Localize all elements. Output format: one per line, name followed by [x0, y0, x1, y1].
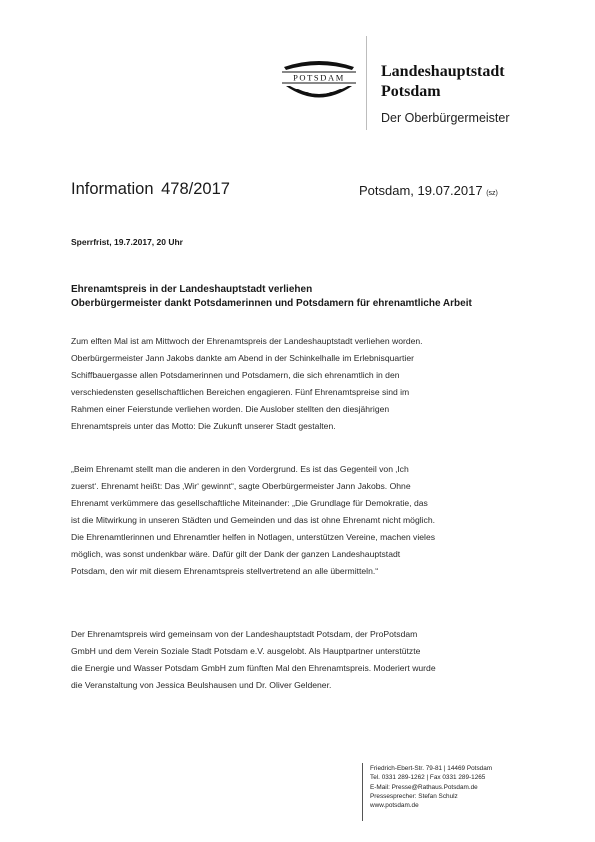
text-line: Schiffbauergasse allen Potsdamerinnen und Potsdamern, die sich ehrenamtlich in den: [71, 370, 400, 380]
footer-address: Friedrich-Ebert-Str. 79-81 | 14469 Potsdam: [370, 765, 493, 772]
text-line: Oberbürgermeister Jann Jakobs dankte am Abend in der Schinkelhalle im Erlebnisquartier: [71, 353, 414, 363]
text-line: Die Ehrenamtlerinnen und Ehrenamtler helfen in Notlagen, unterstützen Vereine, machen vieles: [71, 532, 436, 542]
text-line: die Energie und Wasser Potsdam GmbH zum fünften Mal den Ehrenamtspreis. Moderiert wurde: [71, 663, 436, 673]
place-date: [359, 183, 498, 198]
text-line: Ehrenamt verkümmere das gesellschaftliche Miteinander: „Die Grundlage für Demokratie, das: [71, 498, 428, 508]
potsdam-logo: [278, 57, 360, 107]
text-line: Potsdam, den wir mit diesem Ehrenamtspreis stellvertretend an alle übermitteln.“: [71, 566, 379, 576]
footer-phone-fax: Tel. 0331 289-1262 | Fax 0331 289-1265: [370, 774, 486, 782]
headline: Ehrenamtspreis in der Landeshauptstadt verliehen: [71, 284, 313, 295]
paragraph-2: [71, 461, 526, 580]
footer-email[interactable]: E-Mail: Presse@Rathaus.Potsdam.de: [370, 783, 478, 791]
org-subtitle: Der Oberbürgermeister: [381, 111, 510, 125]
text-line: die Veranstaltung von Jessica Beulshausen und Dr. Oliver Geldener.: [71, 680, 332, 690]
org-name-line2: Potsdam: [381, 83, 441, 100]
text-line: Rahmen einer Feierstunde verliehen worden. Die Auslober stellten den diesjährigen: [71, 404, 390, 414]
text-line: „Beim Ehrenamt stellt man die anderen in den Vordergrund. Es ist das Gegenteil von ‚Ich: [71, 464, 409, 474]
footer-contact: [370, 764, 570, 810]
text-line: Der Ehrenamtspreis wird gemeinsam von der Landeshauptstadt Potsdam, der ProPotsdam: [71, 629, 418, 639]
text-line: verschiedensten gesellschaftlichen Bereichen engagieren. Fünf Ehrenamtspreise sind im: [71, 387, 410, 397]
paragraph-3: [71, 626, 526, 694]
author-code: (sz): [486, 190, 498, 197]
text-line: Zum elften Mal ist am Mittwoch der Ehrenamtspreis der Landeshauptstadt verliehen worden.: [71, 336, 423, 346]
org-name: [381, 62, 581, 102]
text-line: zuerst‘. Ehrenamt heißt: Das ‚Wir‘ gewinnt“, sagte Oberbürgermeister Jann Jakobs. Ohne: [71, 481, 411, 491]
footer-spokesperson: Pressesprecher: Stefan Schulz: [370, 792, 458, 800]
text-line: möglich, was sonst undenkbar wäre. Dafür gilt der Dank der ganzen Landeshauptstadt: [71, 549, 401, 559]
place-date-text: Potsdam, 19.07.2017: [359, 183, 483, 198]
footer-divider: [362, 763, 363, 821]
text-line: ist die Mitwirkung in unseren Städten und Gemeinden und das ist ohne Ehrenamt nicht möglich.: [71, 515, 436, 525]
footer-website[interactable]: www.potsdam.de: [370, 802, 419, 810]
text-line: GmbH und dem Verein Soziale Stadt Potsdam e.V. ausgelobt. Als Hauptpartner unterstützte: [71, 646, 421, 656]
subheadline: Oberbürgermeister dankt Potsdamerinnen und Potsdamern für ehrenamtliche Arbeit: [71, 298, 472, 309]
embargo-notice: Sperrfrist, 19.7.2017, 20 Uhr: [71, 237, 183, 247]
logo-top-arc: [284, 61, 354, 70]
org-name-line1: Landeshauptstadt: [381, 63, 505, 80]
information-number: Information 478/2017: [71, 180, 230, 198]
logo-text: POTSDAM: [293, 72, 345, 83]
text-line: Ehrenamtspreis unter das Motto: Die Zukunft unserer Stadt gestalten.: [71, 421, 336, 431]
paragraph-1: [71, 333, 526, 435]
header-divider: [366, 36, 367, 130]
